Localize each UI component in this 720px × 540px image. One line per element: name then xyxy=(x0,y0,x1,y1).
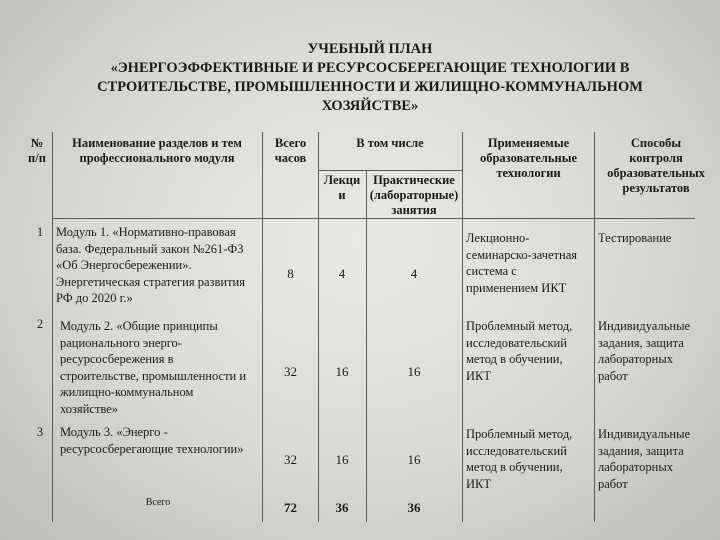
header-section-name-line2: профессионального модуля xyxy=(79,151,235,165)
lecture-hours: 4 xyxy=(338,266,346,281)
module-name-line: хозяйстве» xyxy=(60,401,119,416)
module-name xyxy=(60,424,260,457)
module-name-line: рационального энерго- xyxy=(60,335,182,350)
control-methods-line: Тестирование xyxy=(598,231,672,245)
technologies-line: Проблемный метод, xyxy=(466,319,573,333)
totals-practical-hours: 36 xyxy=(407,500,421,515)
header-technologies xyxy=(463,136,594,181)
grid-line-after-num xyxy=(52,132,53,522)
header-technologies-line2: образовательные xyxy=(479,151,578,165)
grid-line-after-lectures xyxy=(366,170,367,522)
header-practical-line1: Практические xyxy=(373,173,455,187)
control-methods-line: задания, защита xyxy=(598,443,684,458)
header-lectures-line2: и xyxy=(338,188,346,202)
technologies-line: система с xyxy=(466,264,517,278)
total-hours: 8 xyxy=(287,266,294,281)
control-methods-line: Индивидуальные xyxy=(598,427,691,441)
row-number: 2 xyxy=(36,317,44,331)
practical-hours: 16 xyxy=(407,364,421,379)
document-title xyxy=(60,40,680,116)
practical-hours: 16 xyxy=(407,452,421,467)
totals-label: Всего xyxy=(145,497,171,508)
grid-line-header-bottom xyxy=(52,218,695,219)
technologies-line: семинарско-зачетная xyxy=(466,247,578,262)
module-name xyxy=(60,318,260,417)
lecture-hours: 16 xyxy=(335,452,349,467)
technologies-line: исследовательский xyxy=(466,443,567,458)
control-methods-line: лабораторных xyxy=(598,460,674,474)
module-name-line: «Об Энергосбережении». xyxy=(56,258,192,272)
header-section-name xyxy=(54,136,260,166)
total-hours: 32 xyxy=(284,364,297,379)
header-total-hours xyxy=(263,136,318,166)
header-practical-line2: (лабораторные) xyxy=(369,188,459,202)
header-including: В том числе xyxy=(356,136,424,150)
title-line-3: СТРОИТЕЛЬСТВЕ, ПРОМЫШЛЕННОСТИ И ЖИЛИЩНО-КОММУНАЛЬНОМ xyxy=(97,79,643,95)
header-practical xyxy=(366,173,462,218)
header-number-line2: п/п xyxy=(28,151,46,165)
module-name-line: ресурсосбережения в xyxy=(60,352,174,366)
control-methods xyxy=(598,318,718,384)
row-number: 1 xyxy=(36,225,44,239)
technologies-line: ИКТ xyxy=(466,476,491,491)
technologies xyxy=(466,426,594,492)
totals-total-hours: 72 xyxy=(284,500,297,515)
header-number-line1: № xyxy=(30,136,44,150)
control-methods xyxy=(598,230,718,247)
technologies xyxy=(466,230,594,296)
control-methods xyxy=(598,426,718,492)
header-total-hours-line1: Всего xyxy=(274,136,307,150)
module-name-line: строительстве, промышленности и xyxy=(60,368,247,383)
technologies xyxy=(466,318,594,384)
control-methods-line: лабораторных xyxy=(598,352,674,366)
header-technologies-line3: технологии xyxy=(496,166,561,180)
module-name-line: Энергетическая стратегия развития xyxy=(56,274,245,289)
technologies-line: метод в обучении, xyxy=(466,352,563,366)
control-methods-line: задания, защита xyxy=(598,335,684,350)
grid-line-subheader xyxy=(318,170,462,171)
title-line-2: «ЭНЕРГОЭФФЕКТИВНЫЕ И РЕСУРСОСБЕРЕГАЮЩИЕ ТЕХНОЛОГИИ В xyxy=(110,60,630,76)
title-line-4: ХОЗЯЙСТВЕ» xyxy=(321,98,419,114)
lecture-hours: 16 xyxy=(335,364,349,379)
grid-line-after-practical xyxy=(462,132,463,522)
header-total-hours-line2: часов xyxy=(274,151,307,165)
header-control-methods-line1: Способы xyxy=(630,136,682,150)
module-name-line: база. Федеральный закон №261-ФЗ xyxy=(56,241,244,256)
header-practical-line3: занятия xyxy=(391,203,437,217)
module-name-line: ресурсосберегающие технологии» xyxy=(60,441,244,456)
header-control-methods-line3: образовательных xyxy=(607,166,705,180)
total-hours: 32 xyxy=(284,452,297,467)
title-line-1: УЧЕБНЫЙ ПЛАН xyxy=(307,41,433,57)
row-number: 3 xyxy=(36,425,44,439)
control-methods-line: работ xyxy=(598,476,628,491)
technologies-line: применением ИКТ xyxy=(466,280,567,295)
header-control-methods-line2: контроля xyxy=(629,151,683,165)
module-name-line: жилищно-коммунальном xyxy=(60,385,194,399)
header-lectures xyxy=(318,173,366,203)
module-name xyxy=(56,224,260,307)
module-name-line: РФ до 2020 г.» xyxy=(56,291,133,305)
control-methods-line: работ xyxy=(598,368,628,383)
module-name-line: Модуль 1. «Нормативно-правовая xyxy=(56,225,236,239)
module-name-line: Модуль 3. «Энерго - xyxy=(60,425,168,439)
technologies-line: Проблемный метод, xyxy=(466,427,573,441)
header-section-name-line1: Наименование разделов и тем xyxy=(72,136,242,150)
header-technologies-line1: Применяемые xyxy=(487,136,570,150)
module-name-line: Модуль 2. «Общие принципы xyxy=(60,319,218,333)
control-methods-line: Индивидуальные xyxy=(598,319,691,333)
technologies-line: метод в обучении, xyxy=(466,460,563,474)
technologies-line: ИКТ xyxy=(466,368,491,383)
totals-lecture-hours: 36 xyxy=(335,500,349,515)
technologies-line: Лекционно- xyxy=(466,231,530,245)
technologies-line: исследовательский xyxy=(466,335,567,350)
header-number xyxy=(22,136,52,166)
header-control-methods-line4: результатов xyxy=(622,181,690,195)
header-control-methods xyxy=(595,136,717,196)
practical-hours: 4 xyxy=(410,266,418,281)
header-lectures-line1: Лекци xyxy=(323,173,361,187)
